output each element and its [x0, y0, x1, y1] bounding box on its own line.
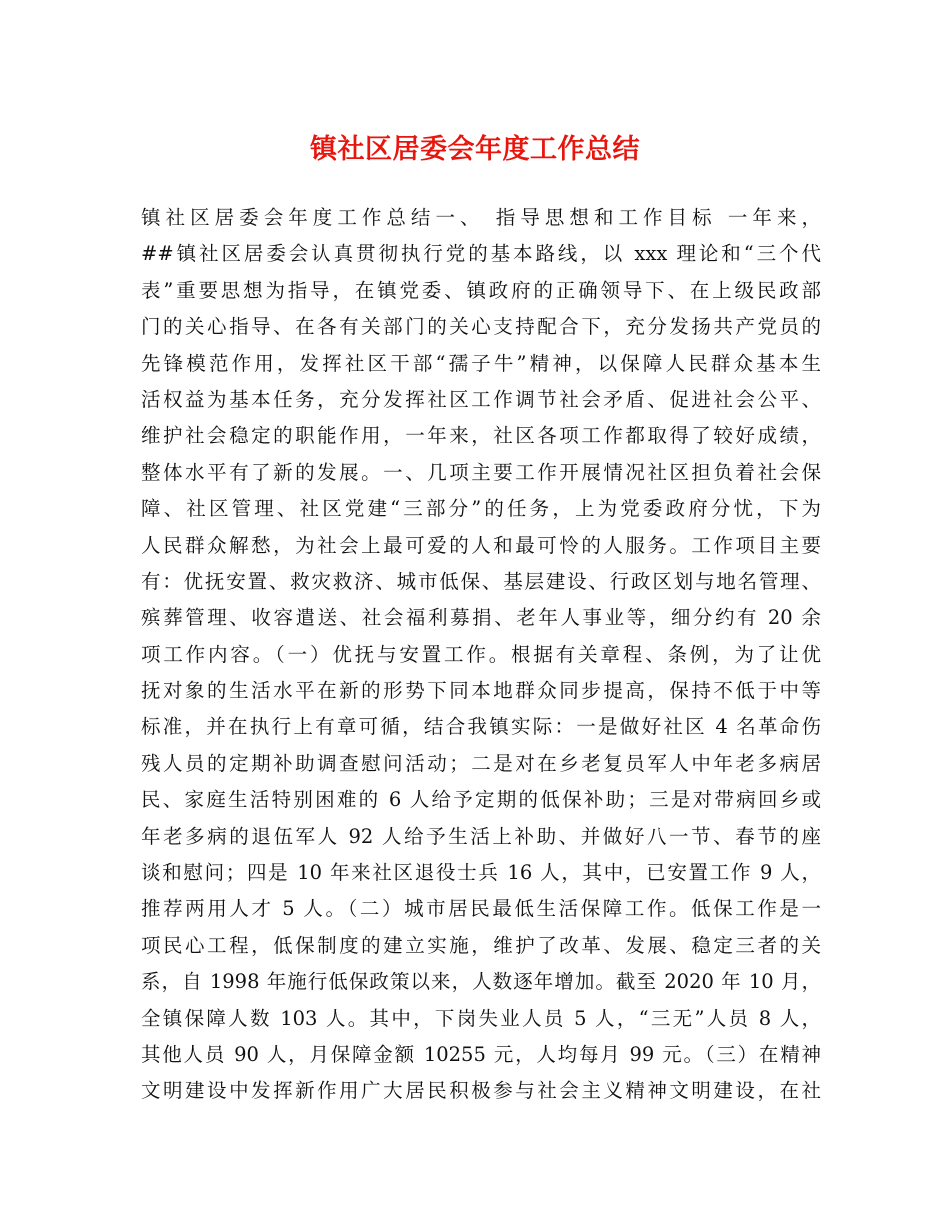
- body-line: 维护社会稳定的职能作用，一年来，社区各项工作都取得了较好成绩，: [141, 424, 821, 448]
- body-line: 残人员的定期补助调查慰问活动；二是对在乡老复员军人中年老多病居: [141, 751, 821, 775]
- body-line: 谈和慰问；四是 10 年来社区退役士兵 16 人，其中，已安置工作 9 人，: [141, 861, 821, 885]
- body-line: 人民群众解愁，为社会上最可爱的人和最可怜的人服务。工作项目主要: [141, 533, 821, 557]
- body-line: 文明建设中发挥新作用广大居民积极参与社会主义精神文明建设，在社: [141, 1079, 821, 1103]
- body-line: ##镇社区居委会认真贯彻执行党的基本路线，以 xxx 理论和“三个代: [141, 242, 821, 266]
- body-line: 项工作内容。（一）优抚与安置工作。根据有关章程、条例，为了让优: [141, 642, 821, 666]
- body-line: 系，自 1998 年施行低保政策以来，人数逐年增加。截至 2020 年 10 月，: [141, 970, 821, 994]
- body-line: 推荐两用人才 5 人。（二）城市居民最低生活保障工作。低保工作是一: [141, 897, 821, 921]
- body-line: 整体水平有了新的发展。一、几项主要工作开展情况社区担负着社会保: [141, 460, 821, 484]
- document-body: [141, 200, 821, 1110]
- body-line: 全镇保障人数 103 人。其中，下岗失业人员 5 人，“三无”人员 8 人，: [141, 1006, 821, 1030]
- body-line: 项民心工程，低保制度的建立实施，维护了改革、发展、稳定三者的关: [141, 933, 821, 957]
- body-line: 先锋模范作用，发挥社区干部“孺子牛”精神，以保障人民群众基本生: [141, 351, 821, 375]
- body-line: 表”重要思想为指导，在镇党委、镇政府的正确领导下、在上级民政部: [141, 278, 821, 302]
- body-line: 年老多病的退伍军人 92 人给予生活上补助、并做好八一节、春节的座: [141, 824, 821, 848]
- body-line: 门的关心指导、在各有关部门的关心支持配合下，充分发扬共产党员的: [141, 315, 821, 339]
- body-line: 其他人员 90 人，月保障金额 10255 元，人均每月 99 元。（三）在精神: [141, 1042, 821, 1066]
- body-line: 活权益为基本任务，充分发挥社区工作调节社会矛盾、促进社会公平、: [141, 387, 821, 411]
- body-line: 抚对象的生活水平在新的形势下同本地群众同步提高，保持不低于中等: [141, 679, 821, 703]
- body-line: 镇社区居委会年度工作总结一、 指导思想和工作目标 一年来，: [141, 206, 821, 229]
- body-line: 标准，并在执行上有章可循，结合我镇实际：一是做好社区 4 名革命伤: [141, 715, 821, 739]
- body-line: 殡葬管理、收容遣送、社会福利募捐、老年人事业等，细分约有 20 余: [141, 606, 821, 630]
- document-title: 镇社区居委会年度工作总结: [310, 134, 640, 165]
- body-line: 有：优抚安置、救灾救济、城市低保、基层建设、行政区划与地名管理、: [141, 569, 821, 593]
- body-line: 障、社区管理、社区党建“三部分”的任务，上为党委政府分忧，下为: [141, 497, 821, 521]
- body-line: 民、家庭生活特别困难的 6 人给予定期的低保补助；三是对带病回乡或: [141, 788, 821, 812]
